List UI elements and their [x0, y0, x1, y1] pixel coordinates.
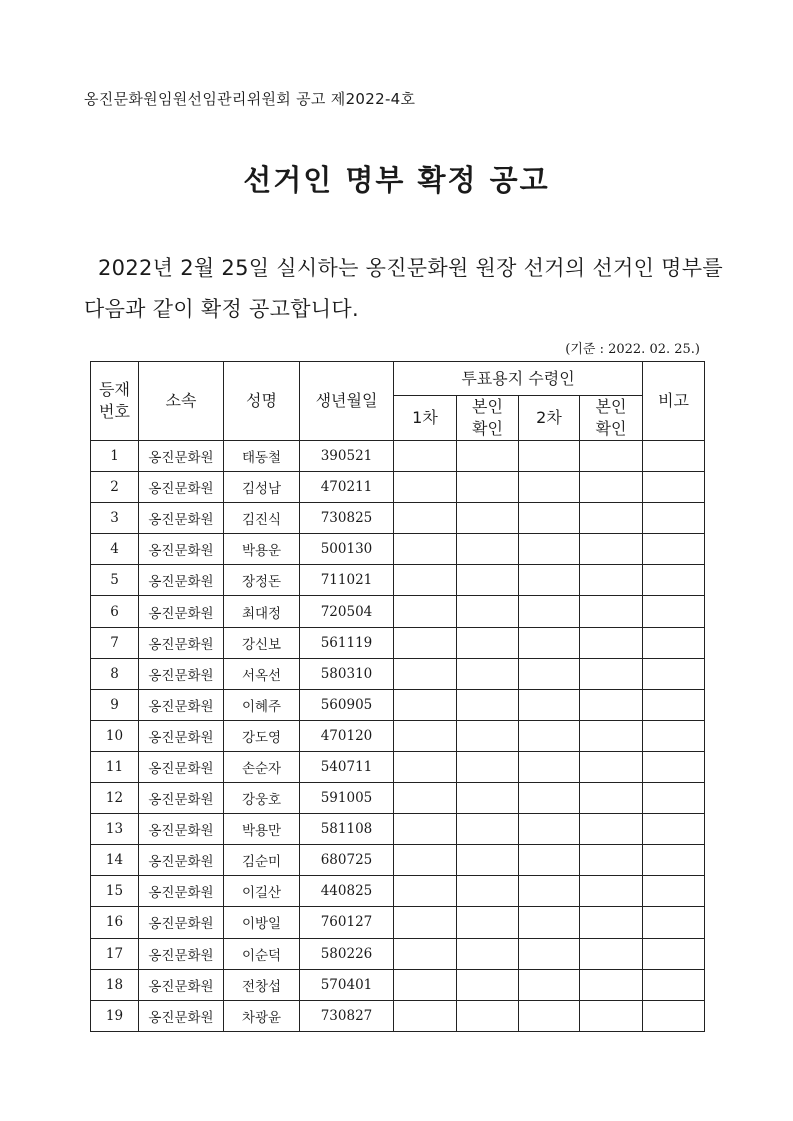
cell-name: 강신보 [224, 627, 300, 658]
cell-identity-check-2 [580, 441, 643, 472]
cell-identity-check-1 [457, 751, 519, 782]
cell-identity-check-2 [580, 565, 643, 596]
cell-identity-check-2 [580, 969, 643, 1000]
table-row [91, 907, 705, 938]
page-title: 선거인 명부 확정 공고 [243, 163, 550, 197]
cell-affiliation: 옹진문화원 [139, 876, 224, 907]
cell-identity-check-2 [580, 751, 643, 782]
cell-remarks [643, 596, 705, 627]
cell-birthdate: 470120 [300, 720, 394, 751]
cell-remarks [643, 565, 705, 596]
header-ballot-recipient: 투표용지 수령인 [394, 362, 643, 396]
cell-number: 10 [91, 720, 139, 751]
cell-second-round [519, 876, 580, 907]
cell-birthdate: 711021 [300, 565, 394, 596]
cell-number: 16 [91, 907, 139, 938]
cell-affiliation: 옹진문화원 [139, 472, 224, 503]
cell-identity-check-1 [457, 534, 519, 565]
cell-affiliation: 옹진문화원 [139, 689, 224, 720]
cell-number: 14 [91, 845, 139, 876]
cell-second-round [519, 596, 580, 627]
cell-first-round [394, 720, 457, 751]
roster-body [91, 441, 705, 1032]
cell-second-round [519, 938, 580, 969]
cell-name: 이길산 [224, 876, 300, 907]
cell-remarks [643, 720, 705, 751]
cell-identity-check-1 [457, 814, 519, 845]
cell-identity-check-1 [457, 472, 519, 503]
cell-second-round [519, 907, 580, 938]
cell-first-round [394, 783, 457, 814]
cell-number: 5 [91, 565, 139, 596]
cell-birthdate: 720504 [300, 596, 394, 627]
cell-second-round [519, 534, 580, 565]
cell-name: 이혜주 [224, 689, 300, 720]
cell-first-round [394, 751, 457, 782]
cell-birthdate: 500130 [300, 534, 394, 565]
cell-identity-check-1 [457, 596, 519, 627]
cell-name: 차광윤 [224, 1000, 300, 1031]
header-identity-check-1-line1: 본인 [472, 397, 503, 416]
cell-name: 태동철 [224, 441, 300, 472]
cell-second-round [519, 689, 580, 720]
table-row [91, 720, 705, 751]
cell-number: 8 [91, 658, 139, 689]
cell-affiliation: 옹진문화원 [139, 1000, 224, 1031]
cell-second-round [519, 751, 580, 782]
cell-birthdate: 760127 [300, 907, 394, 938]
voter-roster-table [90, 361, 705, 1032]
header-number [91, 362, 139, 441]
cell-name: 강웅호 [224, 783, 300, 814]
cell-first-round [394, 1000, 457, 1031]
cell-identity-check-2 [580, 876, 643, 907]
header-remarks: 비고 [643, 362, 705, 441]
cell-birthdate: 591005 [300, 783, 394, 814]
reference-date: (기준 : 2022. 02. 25.) [565, 342, 700, 357]
cell-remarks [643, 876, 705, 907]
cell-identity-check-1 [457, 689, 519, 720]
cell-remarks [643, 534, 705, 565]
cell-first-round [394, 534, 457, 565]
table-row [91, 441, 705, 472]
cell-birthdate: 580310 [300, 658, 394, 689]
cell-birthdate: 561119 [300, 627, 394, 658]
cell-birthdate: 440825 [300, 876, 394, 907]
cell-name: 박용운 [224, 534, 300, 565]
notice-body: 2022년 2월 25일 실시하는 옹진문화원 원장 선거의 선거인 명부를 다음과 같이 확정 공고합니다. [84, 256, 723, 321]
header-first-round: 1차 [394, 396, 457, 441]
table-row [91, 1000, 705, 1031]
cell-number: 3 [91, 503, 139, 534]
cell-identity-check-2 [580, 596, 643, 627]
table-row [91, 938, 705, 969]
cell-affiliation: 옹진문화원 [139, 751, 224, 782]
table-row [91, 658, 705, 689]
cell-second-round [519, 969, 580, 1000]
cell-birthdate: 470211 [300, 472, 394, 503]
cell-name: 장정돈 [224, 565, 300, 596]
header-second-round: 2차 [519, 396, 580, 441]
cell-second-round [519, 720, 580, 751]
cell-birthdate: 680725 [300, 845, 394, 876]
cell-affiliation: 옹진문화원 [139, 627, 224, 658]
table-row [91, 751, 705, 782]
header-identity-check-1-line2: 확인 [472, 419, 503, 438]
cell-identity-check-2 [580, 472, 643, 503]
cell-first-round [394, 907, 457, 938]
table-row [91, 503, 705, 534]
cell-number: 13 [91, 814, 139, 845]
cell-identity-check-2 [580, 627, 643, 658]
cell-name: 김진식 [224, 503, 300, 534]
cell-identity-check-1 [457, 720, 519, 751]
cell-first-round [394, 938, 457, 969]
cell-first-round [394, 814, 457, 845]
cell-remarks [643, 627, 705, 658]
table-row [91, 814, 705, 845]
cell-number: 9 [91, 689, 139, 720]
cell-first-round [394, 876, 457, 907]
cell-remarks [643, 441, 705, 472]
cell-remarks [643, 938, 705, 969]
notice-number: 옹진문화원임원선임관리위원회 공고 제2022-4호 [84, 90, 416, 108]
cell-number: 1 [91, 441, 139, 472]
cell-name: 김성남 [224, 472, 300, 503]
cell-number: 7 [91, 627, 139, 658]
header-identity-check-2 [580, 396, 643, 441]
cell-first-round [394, 565, 457, 596]
cell-identity-check-1 [457, 907, 519, 938]
cell-first-round [394, 503, 457, 534]
cell-identity-check-2 [580, 845, 643, 876]
cell-identity-check-2 [580, 689, 643, 720]
header-identity-check-2-line2: 확인 [595, 419, 627, 438]
cell-name: 이방일 [224, 907, 300, 938]
cell-name: 서옥선 [224, 658, 300, 689]
cell-affiliation: 옹진문화원 [139, 441, 224, 472]
cell-identity-check-2 [580, 534, 643, 565]
cell-affiliation: 옹진문화원 [139, 565, 224, 596]
cell-number: 11 [91, 751, 139, 782]
table-row [91, 689, 705, 720]
table-row [91, 565, 705, 596]
header-birthdate: 생년월일 [300, 362, 394, 441]
cell-name: 김순미 [224, 845, 300, 876]
cell-affiliation: 옹진문화원 [139, 596, 224, 627]
cell-second-round [519, 441, 580, 472]
cell-remarks [643, 689, 705, 720]
table-row [91, 845, 705, 876]
cell-birthdate: 560905 [300, 689, 394, 720]
cell-remarks [643, 472, 705, 503]
cell-affiliation: 옹진문화원 [139, 720, 224, 751]
cell-remarks [643, 907, 705, 938]
cell-remarks [643, 658, 705, 689]
header-name: 성명 [224, 362, 300, 441]
cell-number: 12 [91, 783, 139, 814]
header-identity-check-2-line1: 본인 [595, 397, 627, 416]
cell-birthdate: 570401 [300, 969, 394, 1000]
cell-identity-check-1 [457, 1000, 519, 1031]
cell-first-round [394, 441, 457, 472]
cell-remarks [643, 503, 705, 534]
cell-first-round [394, 596, 457, 627]
cell-affiliation: 옹진문화원 [139, 907, 224, 938]
cell-identity-check-2 [580, 814, 643, 845]
cell-identity-check-1 [457, 845, 519, 876]
cell-identity-check-2 [580, 783, 643, 814]
cell-name: 손순자 [224, 751, 300, 782]
table-row [91, 876, 705, 907]
cell-number: 4 [91, 534, 139, 565]
cell-remarks [643, 814, 705, 845]
cell-second-round [519, 658, 580, 689]
cell-first-round [394, 845, 457, 876]
cell-remarks [643, 969, 705, 1000]
cell-second-round [519, 627, 580, 658]
cell-identity-check-1 [457, 938, 519, 969]
cell-number: 18 [91, 969, 139, 1000]
cell-first-round [394, 472, 457, 503]
cell-identity-check-2 [580, 938, 643, 969]
cell-affiliation: 옹진문화원 [139, 503, 224, 534]
cell-birthdate: 730825 [300, 503, 394, 534]
cell-second-round [519, 503, 580, 534]
cell-identity-check-2 [580, 1000, 643, 1031]
cell-birthdate: 540711 [300, 751, 394, 782]
cell-remarks [643, 1000, 705, 1031]
cell-identity-check-1 [457, 441, 519, 472]
cell-identity-check-1 [457, 783, 519, 814]
table-row [91, 534, 705, 565]
cell-name: 이순덕 [224, 938, 300, 969]
cell-first-round [394, 658, 457, 689]
cell-number: 15 [91, 876, 139, 907]
table-row [91, 969, 705, 1000]
header-number-line2: 번호 [99, 402, 130, 421]
cell-affiliation: 옹진문화원 [139, 969, 224, 1000]
header-number-line1: 등재 [99, 380, 130, 399]
cell-identity-check-2 [580, 503, 643, 534]
table-row [91, 472, 705, 503]
cell-second-round [519, 1000, 580, 1031]
cell-identity-check-2 [580, 658, 643, 689]
cell-remarks [643, 751, 705, 782]
table-row [91, 783, 705, 814]
cell-affiliation: 옹진문화원 [139, 845, 224, 876]
table-header-row [91, 362, 705, 396]
cell-name: 박용만 [224, 814, 300, 845]
cell-name: 강도영 [224, 720, 300, 751]
cell-birthdate: 730827 [300, 1000, 394, 1031]
cell-identity-check-1 [457, 876, 519, 907]
cell-second-round [519, 814, 580, 845]
table-row [91, 596, 705, 627]
cell-second-round [519, 565, 580, 596]
cell-remarks [643, 845, 705, 876]
cell-affiliation: 옹진문화원 [139, 658, 224, 689]
cell-remarks [643, 783, 705, 814]
cell-number: 17 [91, 938, 139, 969]
cell-name: 최대정 [224, 596, 300, 627]
cell-identity-check-1 [457, 658, 519, 689]
cell-birthdate: 581108 [300, 814, 394, 845]
table-row [91, 627, 705, 658]
cell-first-round [394, 627, 457, 658]
cell-birthdate: 390521 [300, 441, 394, 472]
cell-first-round [394, 689, 457, 720]
header-affiliation: 소속 [139, 362, 224, 441]
cell-identity-check-1 [457, 503, 519, 534]
cell-birthdate: 580226 [300, 938, 394, 969]
cell-second-round [519, 783, 580, 814]
cell-first-round [394, 969, 457, 1000]
cell-identity-check-2 [580, 907, 643, 938]
cell-number: 6 [91, 596, 139, 627]
cell-affiliation: 옹진문화원 [139, 938, 224, 969]
header-identity-check-1 [457, 396, 519, 441]
cell-second-round [519, 472, 580, 503]
cell-affiliation: 옹진문화원 [139, 534, 224, 565]
cell-identity-check-1 [457, 627, 519, 658]
cell-affiliation: 옹진문화원 [139, 814, 224, 845]
cell-identity-check-2 [580, 720, 643, 751]
cell-identity-check-1 [457, 565, 519, 596]
cell-number: 2 [91, 472, 139, 503]
cell-number: 19 [91, 1000, 139, 1031]
cell-identity-check-1 [457, 969, 519, 1000]
cell-affiliation: 옹진문화원 [139, 783, 224, 814]
cell-second-round [519, 845, 580, 876]
cell-name: 전창섭 [224, 969, 300, 1000]
